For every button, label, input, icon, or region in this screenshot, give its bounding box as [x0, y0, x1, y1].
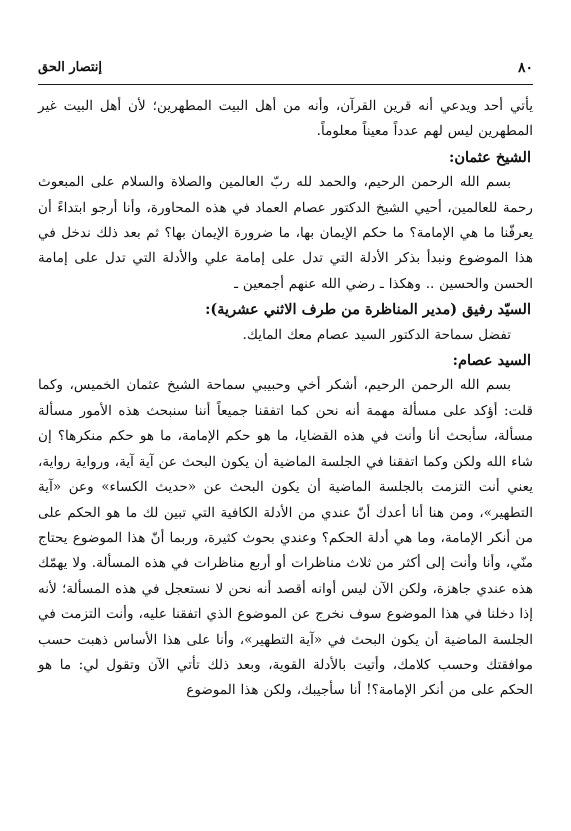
- page-header: [38, 58, 533, 85]
- paragraph-3: تفضل سماحة الدكتور السيد عصام معك المايك.: [242, 326, 511, 343]
- speaker-heading-sheikh-othman: الشيخ عثمان:: [449, 148, 531, 166]
- paragraph-1: يأتي أحد ويدعي أنه قرين القرآن، وأنه من أهل البيت المطهرين؛ لأن أهل البيت غير المطهرين ليس لهم عدداً معيناً معلوماً.: [38, 98, 533, 140]
- running-head: إنتصار الحق: [38, 60, 102, 75]
- paragraph-2: بسم الله الرحمن الرحيم، والحمد لله ربّ العالمين والصلاة والسلام على المبعوث رحمة للعالمين، أحيي الشيخ الدكتور عصام العماد في هذه المحاورة، وأنا أرجو ابتداءً أن يعرفّنا ما هي الإمامة؟ ما حكم الإيمان بها، ما ضرورة الإيمان بها؟ ثم بعد ذلك ندخل في هذا الموضوع ونبدأ بذكر الأدلة التي تدل على إمامة علي والأدلة التي تدل على إمامة الحسن والحسين .. وهكذا ـ رضي الله عنهم أجمعين ـ: [38, 174, 533, 292]
- page-number: ٨٠: [517, 60, 533, 76]
- page-body: [38, 94, 533, 704]
- speaker-heading-sayyid-essam: السيد عصام:: [452, 352, 531, 370]
- paragraph-4: بسم الله الرحمن الرحيم، أشكر أخي وحبيبي سماحة الشيخ عثمان الخميس، وكما قلت: أؤكد على مسألة مهمة أنه نحن كما اتفقنا جميعاً أننا سنبحث هذه الأمور مسألة مسألة، سأبحث أنا وأنت في هذه القضايا، ما هو حكم الإمامة، ما هو حكم منكرها؟ إن شاء الله ولكن وكما اتفقنا في الجلسة الماضية أن يكون البحث عن آية آية، ورواية رواية، يعني أنت التزمت بالجلسة الماضية أن يكون البحث عن «حديث الكساء» وعن «آية التطهير»، ومن هنا أنا أعدك أنّ عندي من الأدلة الكافية التي تبين لك ما هو الحكم على من أنكر الإمامة، وما هي أدلة الحكم؟ وعندي بحوث كثيرة، وربما أنّ هذا الموضوع يحتاج منّي، وأنا وأنت إلى أكثر من ثلاث مناظرات أو أربع مناظرات في هذه المسألة. ولا يهمّك هذه عندي جاهزة، ولكن الآن ليس أوانه أقصد أنه نحن لا نستعجل في هذه المسألة؛ لأنه إذا دخلنا في هذا الموضوع سوف نخرج عن الموضوع الذي اتفقنا عليه، وأنت التزمت في الجلسة الماضية أن يكون البحث في «آية التطهير»، وأنا على هذا الأساس ذهبت حسب موافقتك وحسب كلامك، وأتيت بالأدلة القوية، وبعد ذلك تأتي الآن وتقول لي: ما هو الحكم على من أنكر الإمامة؟! أنا سأجيبك، ولكن هذا الموضوع: [38, 377, 533, 699]
- speaker-heading-moderator: السيّد رفيق (مدير المناظرة من طرف الاثني عشرية):: [205, 301, 531, 319]
